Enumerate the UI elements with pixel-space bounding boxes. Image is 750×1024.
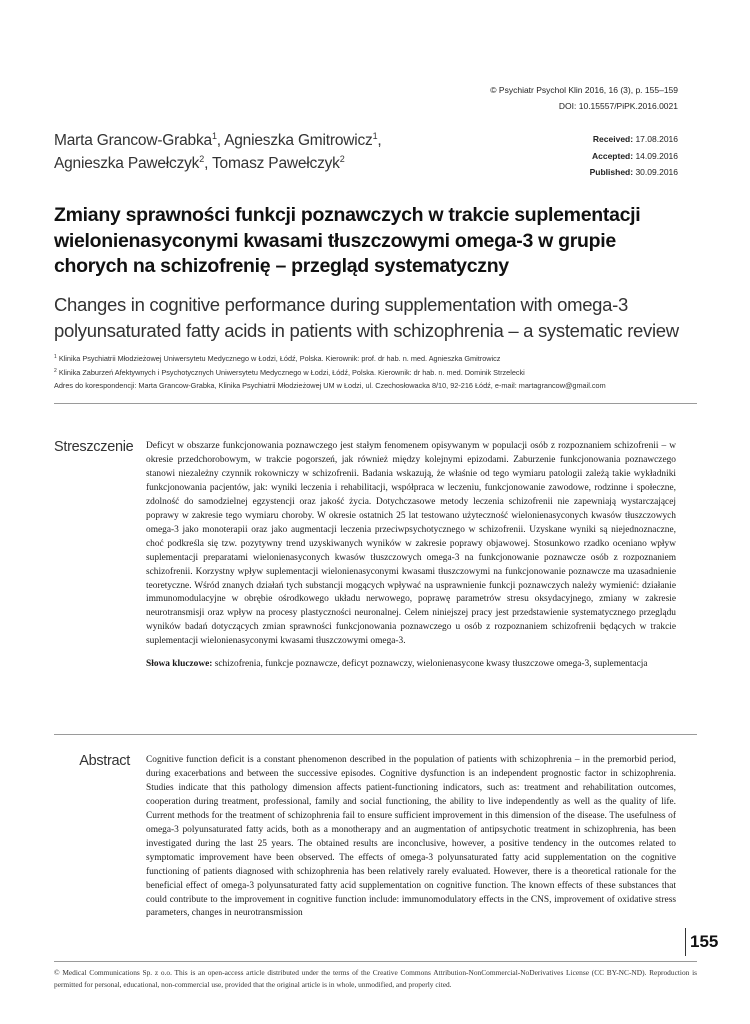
page-number: 155 [690,932,719,951]
published-date: Published: 30.09.2016 [589,167,678,177]
author-affiliation: 1 [211,131,217,141]
affiliation-1: $^1$ Klinika Psychiatrii Młodzieżowej Uniwersytetu Medycznego w Łodzi, Łódź, Polska. Kierownik: prof. dr hab. n. med. Agnieszka Gmitrowicz [54,354,501,363]
divider [54,961,697,962]
author-affiliation: 2 [199,154,205,164]
keywords-label: Słowa kluczowe: [146,659,213,670]
streszczenie-body [146,440,676,672]
author-name: Tomasz Pawełczyk [212,155,340,172]
citation-header [490,82,678,114]
correspondence-address: Adres do korespondencji: Marta Grancow-Grabka, Klinika Psychiatrii Młodzieżowej UM w Łodzi, ul. Czechosłowacka 8/10, 92-216 Łódź, e-mail: martagrancow@gmail.com [54,381,606,390]
abstract-body [146,754,676,921]
license-footer: © Medical Communications Sp. z o.o. This is an open-access article distributed under the terms of the Creative Commons Attribution-NonCommercial-NoDerivatives License (CC BY-NC-ND). Reproduction is permitted for personal, educational, non-commercial use, provided that the original article is in whole, unmodified, and properly cited. [54,968,697,989]
title-polish: Zmiany sprawności funkcji poznawczych w trakcie suplementacji wielonienasyconymi kwasami tłuszczowymi omega-3 w grupie chorych na schizofrenię – przegląd systematyczny [54,204,641,277]
author-name: Agnieszka Gmitrowicz [224,132,373,149]
abstract-text: Cognitive function deficit is a constant phenomenon described in the population of patients with schizophrenia – in the premorbid period, during exacerbations and between the successive episodes. Cognitive dysfunction is an independent prognostic factor in schizophrenia. Studies indicate that this pathology dimension affects patient-functioning indicators, such as: treatment and rehabilitation outcomes, cooperation during treatment, professional, family and social functioning, the ability to live independently as well as the quality of life. Current methods for the treatment of schizophrenia fail to ensure sufficient improvement in this dimension of the disease. The usefulness of omega-3 polyunsaturated fatty acids, both as a monotherapy and an augmentation of antipsychotic treatment in schizophrenia, has been investigated during the last 25 years. The obtained results are inconclusive, however, a positive tendency in the outcomes related to symptomatic improvement have been observed. The effects of omega-3 polyunsaturated fatty acid supplementation on the cognitive functioning of patients diagnosed with schizophrenia has been relatively rarely evaluated. However, there is a theoretical rationale for the beneficial effect of omega-3 polyunsaturated fatty acid supplementation on cognitive function. The known effects of these substances that could contribute to the improvement in cognitive function include: immunomodulatory effects in the CNS, improvement of oxidative stress parameters, changes in neurotransmission [146,755,676,919]
title-english: Changes in cognitive performance during supplementation with omega-3 polyunsaturated fatty acids in patients with schizophrenia – a systematic review [54,294,679,341]
streszczenie-text: Deficyt w obszarze funkcjonowania poznawczego jest stałym fenomenem opisywanym w populacji osób z rozpoznaniem schizofrenii – w okresie przedchorobowym, w trakcie pogorszeń, jak również między kolejnymi epizodami. Zaburzenie funkcjonowania poznawczego stanowi niezależny czynnik rokowniczy w schizofrenii. Badania wskazują, że właśnie od tego wymiaru patologii zależą takie wykładniki funkcjonowania pacjentów, jak: wyniki leczenia i rehabilitacji, współpraca w leczeniu, funkcjonowanie zawodowe, rodzinne i społeczne, zdolność do samodzielnej egzystencji oraz jakość życia. Dotychczasowe metody leczenia schizofrenii nie zapewniają wystarczającej poprawy w zakresie tego wymiaru choroby. W okresie ostatnich 25 lat testowano użyteczność wielonienasyconych kwasów tłuszczowych omega-3 jako monoterapii oraz jako augmentacji leczenia przeciwpsychotycznego w schizofrenii. Uzyskane wyniki są niejednoznaczne, choć podkreśla się tzw. pozytywny trend uzyskiwanych wyników w zakresie poprawy objawowej. Stosunkowo rzadko oceniano wpływ suplementacji preparatami wielonienasyconych kwasów tłuszczowych omega-3 na funkcjonowanie poznawcze osób z rozpoznaniem schizofrenii. Korzystny wpływ suplementacji wielonienasyconymi kwasami tłuszczowymi na funkcjonowanie poznawcze ma uzasadnienie teoretyczne. Wśród znanych działań tych substancji mogących wpływać na usprawnienie funkcji poznawczych należy wymienić: działanie immunomodulacyjne w obrębie ośrodkowego układu nerwowego, poprawę parametrów stresu oksydacyjnego, zmiany w zakresie neurotransmisji oraz wpływ na procesy plastyczności neuronalnej. Celem niniejszej pracy jest przedstawienie systematycznego przeglądu wyników badań dotyczących zmian sprawności funkcjonowania poznawczego u osób z rozpoznaniem schizofrenii będących w trakcie suplementacji wielonienasyconymi kwasami tłuszczowymi omega-3. [146,441,676,647]
accepted-date: Accepted: 14.09.2016 [591,150,678,161]
author-affiliation: 1 [372,131,378,141]
received-date: Received: 17.08.2016 [592,134,678,144]
affiliations [54,352,694,393]
page-number-bar [685,928,686,956]
author-affiliation: 2 [339,154,345,164]
divider [54,403,697,404]
abstract-label: Abstract [79,753,130,769]
journal-citation: © Psychiatr Psychol Klin 2016, 16 (3), p. 155–159 [490,85,678,95]
author-name: Marta Grancow-Grabka [54,132,212,149]
affiliation-2: $^2$ Klinika Zaburzeń Afektywnych i Psychotycznych Uniwersytetu Medycznego w Łodzi, Łódź, Polska. Kierownik: dr hab. n. med. Dominik Strzelecki [54,367,525,377]
article-dates [590,131,678,181]
author-name: Agnieszka Pawełczyk [54,155,200,172]
streszczenie-label: Streszczenie [54,439,134,455]
keywords-pl [146,658,676,672]
divider [54,734,697,735]
keywords-text: schizofrenia, funkcje poznawcze, deficyt poznawczy, wielonienasycone kwasy tłuszczowe omega-3, suplementacja [214,659,648,670]
author-list: Marta Grancow-Grabka$^1$, Agnieszka Gmitrowicz$^1$, Agnieszka Pawełczyk$^2$, Tomasz Pawełczyk$^2$ [54,131,382,172]
doi: DOI: 10.15557/PiPK.2016.0021 [558,101,678,111]
